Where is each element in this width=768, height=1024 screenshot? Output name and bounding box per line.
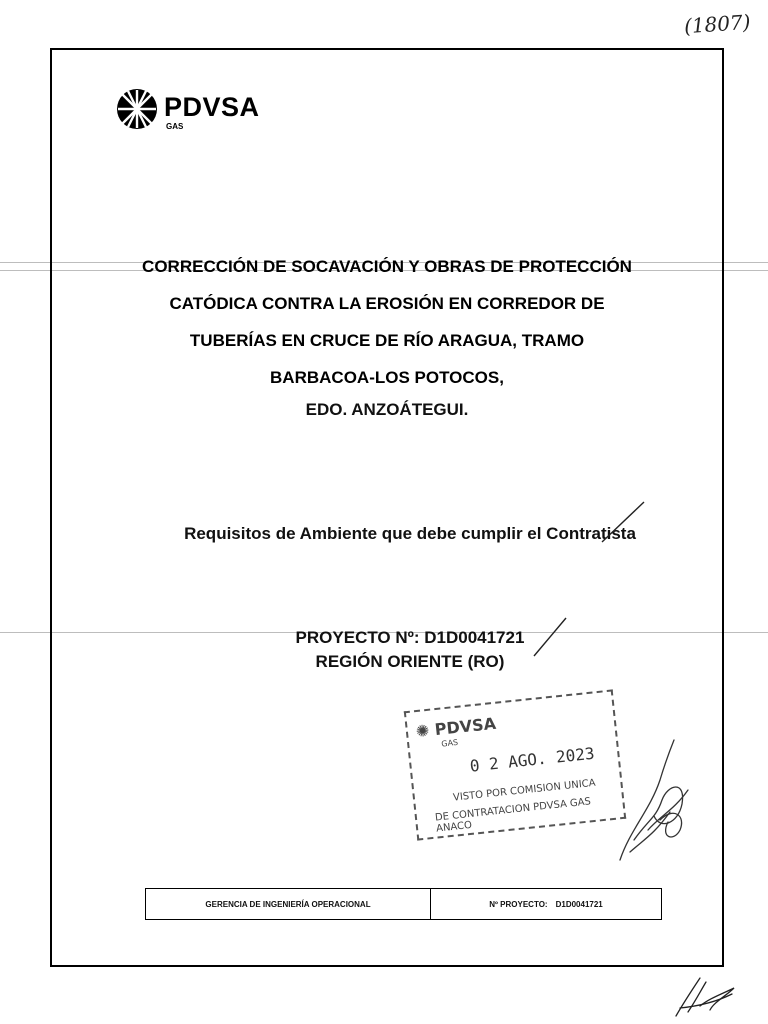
project-block [80, 626, 740, 674]
footer-project-value: D1D0041721 [555, 899, 603, 909]
pdvsa-emblem-icon [116, 88, 158, 130]
stamp-text-line: VISTO POR COMISION UNICA [452, 777, 597, 804]
title-line: CORRECCIÓN DE SOCAVACIÓN Y OBRAS DE PROTECCIÓN [142, 257, 632, 276]
title-state: EDO. ANZOÁTEGUI. [305, 400, 469, 419]
stamp-emblem-icon: ✺ [414, 720, 431, 742]
stamp-logo-text: PDVSA [433, 713, 497, 740]
logo-wordmark: PDVSA [164, 92, 260, 122]
project-number: PROYECTO Nº: D1D0041721 [295, 628, 525, 647]
title-line: BARBACOA-LOS POTOCOS, [270, 368, 504, 387]
handwritten-initials [670, 972, 740, 1020]
title-line: TUBERÍAS EN CRUCE DE RÍO ARAGUA, TRAMO [189, 331, 585, 350]
handwritten-page-number: (1807) [683, 9, 752, 39]
footer-info-table [145, 888, 662, 920]
title-line: CATÓDICA CONTRA LA EROSIÓN EN CORREDOR DE [169, 294, 605, 313]
handwritten-signature [590, 720, 720, 870]
stamp-logo-subtitle: GAS [440, 737, 459, 749]
footer-department-cell [146, 889, 431, 919]
stamp-date: 0 2 AGO. 2023 [468, 743, 596, 776]
stamp-text-line: DE CONTRATACION PDVSA GAS ANACO [434, 796, 592, 835]
footer-project-label: Nº PROYECTO: [489, 899, 548, 909]
project-region: REGIÓN ORIENTE (RO) [315, 652, 505, 671]
pen-check-mark [600, 498, 650, 548]
footer-department: GERENCIA DE INGENIERÍA OPERACIONAL [205, 899, 371, 909]
document-title [80, 248, 694, 396]
pdvsa-logo [116, 88, 316, 138]
document-subtitle: Requisitos de Ambiente que debe cumplir el Contratista [184, 524, 636, 543]
pen-check-mark [530, 612, 570, 662]
logo-subtitle: GAS [166, 122, 184, 131]
footer-project-cell [431, 889, 661, 919]
